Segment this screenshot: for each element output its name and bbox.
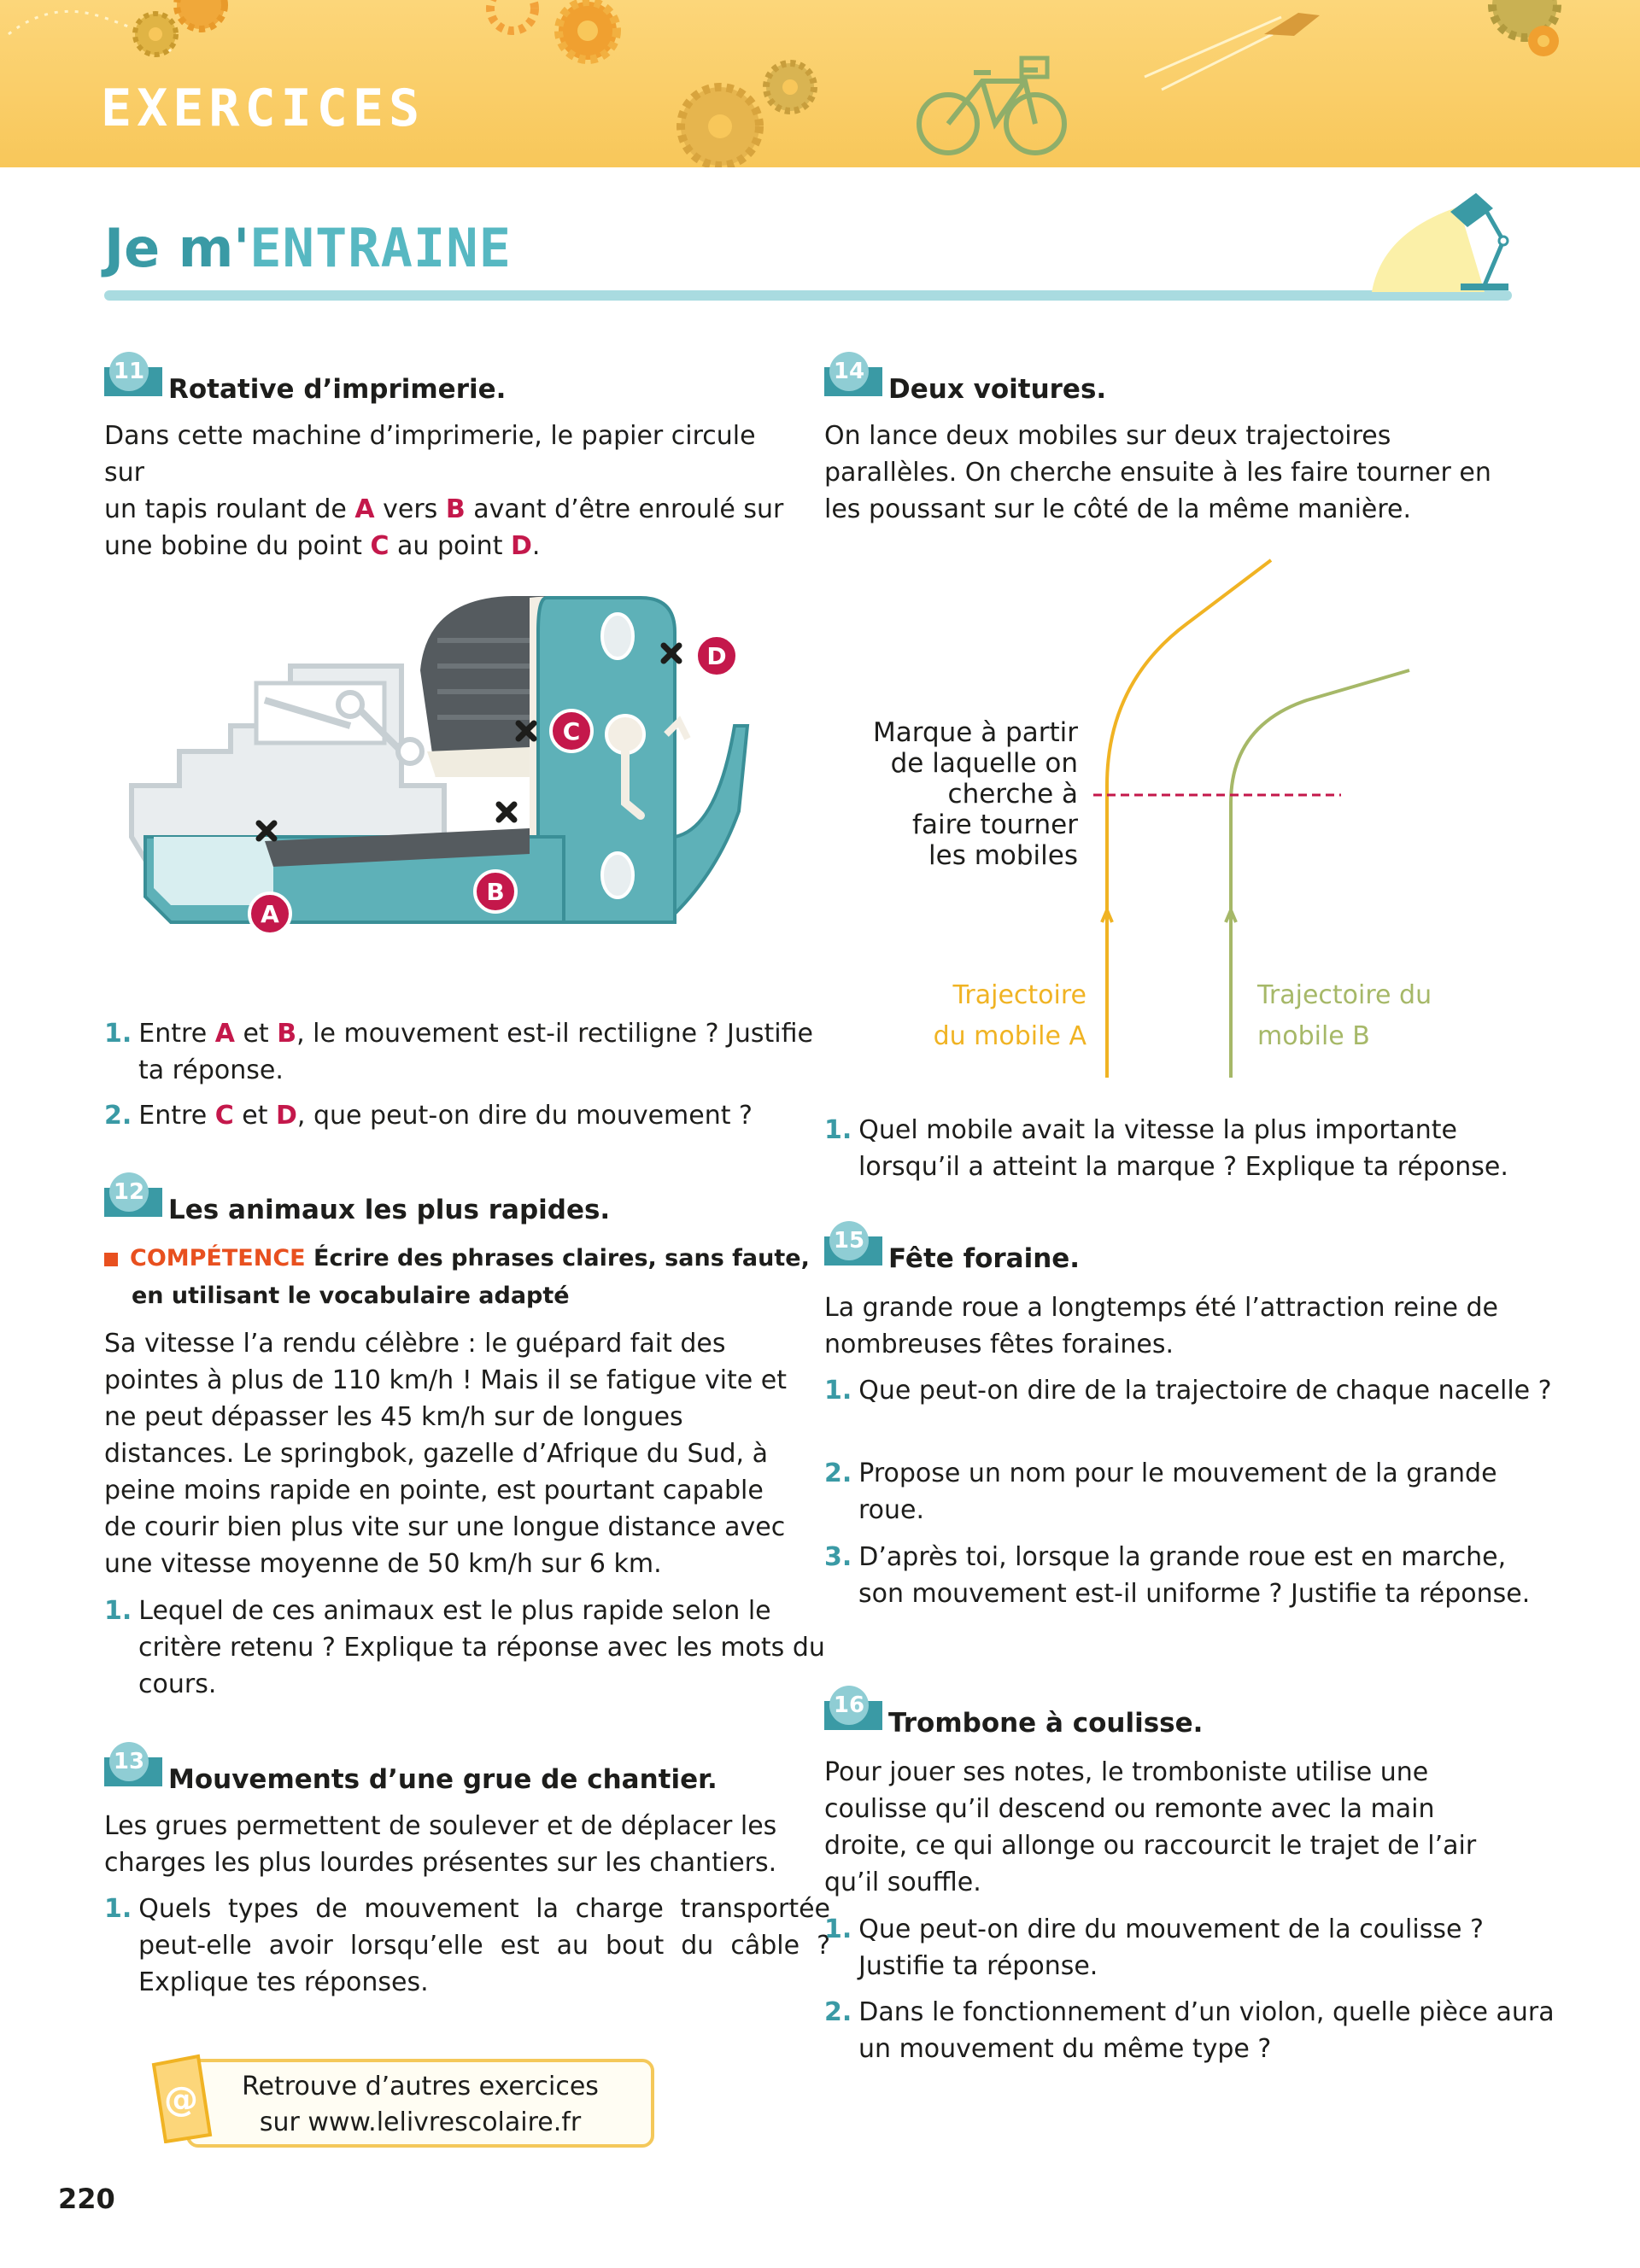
text-span: , le mouvement est-il rectiligne ? Justifie ta réponse. [138, 1019, 813, 1085]
text-span: Entre [138, 1101, 215, 1131]
website-link[interactable]: sur www.lelivrescolaire.fr [259, 2107, 582, 2137]
point-D-label: D [511, 531, 532, 561]
mark-label-line: Marque à partir [873, 717, 1078, 748]
question-number: 1. [104, 1019, 132, 1049]
mark-label-line: faire tourner [912, 810, 1078, 840]
exercise-13-badge [104, 1742, 162, 1786]
at-sign-icon [145, 2049, 214, 2143]
mark-label [837, 717, 1078, 871]
text-span: au point [389, 531, 511, 561]
text-span: Entre [138, 1019, 215, 1049]
text-span: vers [374, 494, 446, 524]
intro-line-2 [104, 491, 796, 528]
exercise-14-number: 14 [829, 352, 869, 391]
exercise-12-text: Sa vitesse l’a rendu célèbre : le guépard fait des pointes à plus de 110 km/h ! Mais il se fatigue vite et ne peut dépasser les 45 km/h sur de longues distances. Le springbok, gazelle d’Afrique du Sud, à peine moins rapide en pointe, est pourtant capable de courir bien plus vite sur une longue distance avec une vitesse moyenne de 50 km/h sur 6 km. [104, 1329, 788, 1579]
text-span: avant d’être enroulé sur [465, 494, 784, 524]
desk-lamp-icon [1365, 190, 1519, 301]
point-A-label: A [214, 1019, 235, 1049]
label-D: D [706, 642, 727, 670]
exercise-16-title: Trombone à coulisse. [888, 1708, 1204, 1739]
point-B-label: B [277, 1019, 297, 1049]
text-span: et [233, 1101, 277, 1131]
competence-note [104, 1240, 823, 1315]
page-number: 220 [58, 2183, 115, 2215]
exercise-12-badge [104, 1172, 162, 1217]
competence-text: Écrire des phrases claires, sans faute, en utilisant le vocabulaire adapté [132, 1245, 810, 1309]
exercise-15-number: 15 [829, 1221, 869, 1260]
exercise-15-question-2 [824, 1455, 1555, 1529]
trajectory-A-label-line: Trajectoire [952, 980, 1086, 1010]
exercise-11-badge [104, 352, 162, 396]
exercise-11-question-2 [104, 1097, 830, 1134]
website-line-1: Retrouve d’autres exercices [242, 2072, 599, 2101]
exercise-15-question-1 [824, 1372, 1555, 1409]
trajectory-A-label-line: du mobile A [933, 1021, 1086, 1051]
trajectory-B-label-line: Trajectoire du [1257, 980, 1432, 1010]
point-C-label: C [214, 1101, 234, 1131]
text-span: une bobine du point [104, 531, 371, 561]
exercise-14-question-1 [824, 1112, 1555, 1185]
exercise-15-badge [824, 1221, 882, 1266]
question-text: Quels types de mouvement la charge transportée peut-elle avoir lorsqu’elle est au bout du câble ? Explique tes réponses. [138, 1894, 830, 1997]
exercise-16-text: Pour jouer ses notes, le tromboniste utilise une coulisse qu’il descend ou remonte avec la main droite, ce qui allonge ou raccourcit le trajet de l’air qu’il souffle. [824, 1757, 1477, 1897]
exercise-16-question-2 [824, 1994, 1555, 2067]
question-number: 1. [824, 1115, 852, 1145]
question-number: 1. [104, 1596, 132, 1626]
label-B: B [486, 878, 505, 906]
exercise-16-badge [824, 1686, 882, 1730]
at-sign-glyph: @ [164, 2080, 198, 2119]
exercise-13-text: Les grues permettent de soulever et de déplacer les charges les plus lourdes présentes sur les chantiers. [104, 1811, 777, 1878]
exercise-12-number: 12 [109, 1172, 149, 1212]
point-A-label: A [354, 494, 375, 524]
mark-label-line: de laquelle on [890, 748, 1078, 779]
text-span: un tapis roulant de [104, 494, 355, 524]
mark-label-line: les mobiles [928, 840, 1078, 871]
question-number: 1. [824, 1914, 852, 1944]
section-title [104, 217, 512, 279]
intro-line-3 [104, 528, 796, 564]
question-number: 1. [824, 1376, 852, 1406]
question-text: Quel mobile avait la vitesse la plus importante lorsqu’il a atteint la marque ? Explique ta réponse. [858, 1115, 1508, 1182]
exercise-15-question-3 [824, 1539, 1555, 1612]
trajectory-B-label-line: mobile B [1257, 1021, 1370, 1051]
question-number: 1. [104, 1894, 132, 1924]
exercise-11-question-1 [104, 1015, 830, 1089]
section-title-accent: ENTRAINE [249, 217, 512, 279]
intro-line-1: Dans cette machine d’imprimerie, le papier circule sur [104, 421, 756, 488]
exercise-15-title: Fête foraine. [888, 1243, 1081, 1274]
website-box[interactable] [186, 2059, 654, 2148]
exercise-13-title: Mouvements d’une grue de chantier. [168, 1764, 718, 1795]
question-text: Que peut-on dire du mouvement de la coulisse ? Justifie ta réponse. [858, 1914, 1484, 1981]
exercise-13-number: 13 [109, 1742, 149, 1781]
exercise-13-question-1 [104, 1891, 830, 2001]
exercise-12-question-1 [104, 1593, 830, 1703]
exercise-16-question-1 [824, 1911, 1555, 1984]
competence-label: COMPÉTENCE [130, 1245, 306, 1271]
question-text: D’après toi, lorsque la grande roue est en marche, son mouvement est-il uniforme ? Justifie ta réponse. [858, 1542, 1531, 1609]
exercise-11-number: 11 [109, 352, 149, 391]
exercise-15-text: La grande roue a longtemps été l’attraction reine de nombreuses fêtes foraines. [824, 1293, 1498, 1359]
text-span: et [234, 1019, 278, 1049]
question-number: 3. [824, 1542, 852, 1572]
question-text: Dans le fonctionnement d’un violon, quelle pièce aura un mouvement du même type ? [858, 1997, 1555, 2064]
question-number: 2. [824, 1458, 852, 1488]
exercise-14-text: On lance deux mobiles sur deux trajectoires parallèles. On cherche ensuite à les faire tourner en les poussant sur le côté de la même manière. [824, 421, 1491, 524]
exercise-11-title: Rotative d’imprimerie. [168, 374, 507, 405]
banner-title: EXERCICES [101, 79, 425, 138]
text-span: . [531, 531, 541, 561]
label-C: C [562, 717, 581, 745]
trajectory-A-label [931, 975, 1086, 1057]
question-text: Que peut-on dire de la trajectoire de chaque nacelle ? [858, 1376, 1552, 1406]
website-text [190, 2069, 651, 2141]
question-number: 2. [104, 1101, 132, 1131]
point-C-label: C [370, 531, 390, 561]
title-underline [104, 290, 1512, 301]
text-span: , que peut-on dire du mouvement ? [296, 1101, 753, 1131]
question-number: 2. [824, 1997, 852, 2027]
competence-square-icon [104, 1253, 118, 1266]
trajectory-A-line [1107, 560, 1271, 1078]
trajectory-B-label [1257, 975, 1462, 1057]
question-text: Propose un nom pour le mouvement de la grande roue. [858, 1458, 1497, 1525]
point-B-label: B [445, 494, 466, 524]
exercise-14-badge [824, 352, 882, 396]
exercise-11-intro [104, 418, 796, 564]
section-title-start: Je m' [104, 217, 250, 279]
question-text: Lequel de ces animaux est le plus rapide selon le critère retenu ? Explique ta réponse avec les mots du cours. [138, 1596, 825, 1699]
exercise-12-title: Les animaux les plus rapides. [168, 1195, 611, 1225]
exercise-14-title: Deux voitures. [888, 374, 1107, 405]
label-A: A [261, 900, 279, 928]
mark-label-line: cherche à [947, 779, 1078, 810]
printing-press-illustration [120, 581, 786, 956]
exercise-16-number: 16 [829, 1686, 869, 1725]
header-banner [0, 0, 1640, 167]
point-D-label: D [276, 1101, 297, 1131]
